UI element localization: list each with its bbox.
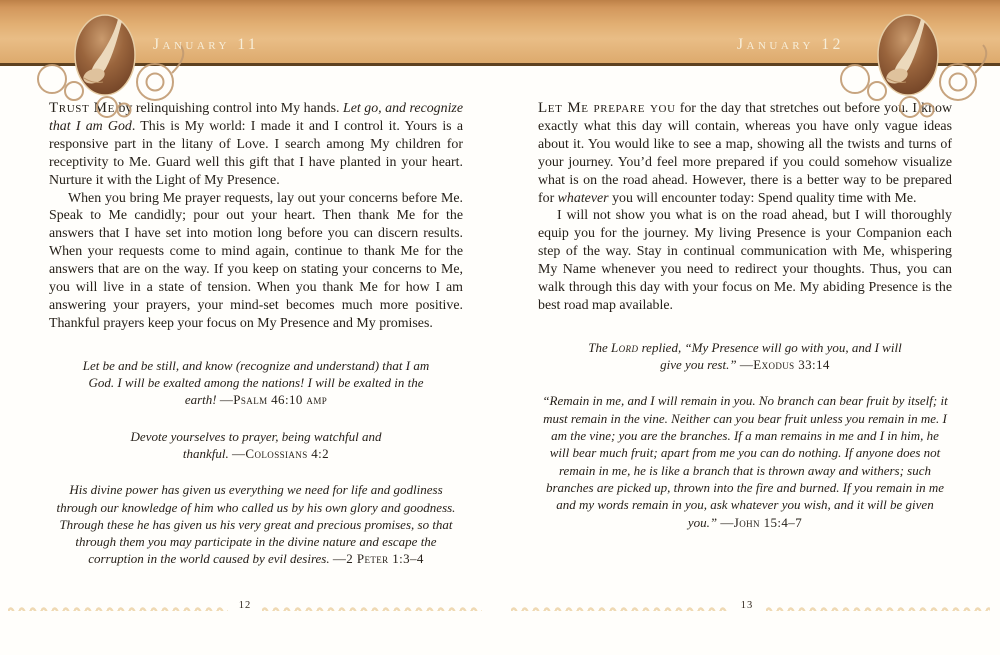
wave-divider	[511, 601, 728, 611]
hands-medallion-icon	[12, 5, 198, 123]
right-page	[538, 100, 952, 531]
date-title-right: January 12	[737, 36, 844, 53]
devotional-paragraph: Trust Me by relinquishing control into My hands. Let go, and recognize that I am God. This is My world: I made it and I control it. Yours is a responsive part in the litany of Love. I search among My children for receptivity to Me. Guard well this gift that I have planted in your heart. Nurture it with the Light of My Presence.	[49, 100, 464, 188]
page-number: 12	[238, 600, 252, 611]
devotional-paragraph: When you bring Me prayer requests, lay out your concerns before Me. Speak to Me candidly; pour out your heart. Then thank Me for the answers that I have set into motion long before you can discern results. When your requests come to mind again, continue to thank Me for the answers that are on the way. If you keep on stating your concerns to Me, you will live in a state of tension. When you thank Me for how I am answering your prayers, your mind-set becomes much more positive. Thankful prayers keep your focus on My Presence and My promises.	[49, 190, 463, 331]
scripture-quote: His divine power has given us everything we need for life and godliness through our knowledge of him who called us by his own glory and goodness. Through these he has given us his very great and precious promises, so that through them you may participate in the divine nature and escape the corruption in the world caused by evil desires. —2 Peter 1:3–4	[56, 482, 456, 567]
devotional-paragraph: Let Me prepare you for the day that stretches out before you. I know exactly what this day will contain, whereas you have only vague ideas about it. You would like to see a map, showing all the twists and turns of your journey. You’d feel more prepared if you could somehow visualize what is on the road ahead. However, there is a better way to be prepared for whatever you will encounter today: Spend quality time with Me.	[538, 100, 952, 206]
date-title-left: January 11	[153, 36, 260, 53]
scripture-quote: Let be and be still, and know (recognize and understand) that I am God. I will be exalted among the nations! I will be exalted in the earth! —Psalm 46:10 amp	[82, 357, 430, 408]
wave-divider	[262, 601, 482, 611]
scripture-quote: Devote yourselves to prayer, being watchful and thankful. —Colossians 4:2	[130, 428, 382, 461]
scripture-quote: “Remain in me, and I will remain in you. No branch can bear fruit by itself; it must remain in the vine. Neither can you bear fruit unless you remain in me. I am the vine; you are the branches. If a man remains in me and I in him, he will bear much fruit; apart from me you can do nothing. If anyone does not remain in me, he is like a branch that is thrown away and withers; such branches are picked up, thrown into the fire and burned. If you remain in me and my words remain in you, ask whatever you wish, and it will be given you.” —John 15:4–7	[542, 393, 948, 530]
page-number: 13	[740, 600, 754, 611]
devotional-paragraph: I will not show you what is on the road ahead, but I will thoroughly equip you for the journey. My living Presence is your Companion each step of the way. Stay in continual communication with Me, whispering My Name whenever you need to redirect your thoughts. Thus, you can walk through this day with your focus on Me. My abiding Presence is the best road map available.	[538, 208, 952, 313]
left-page	[49, 100, 463, 568]
wave-divider	[8, 601, 228, 611]
wave-divider	[766, 601, 990, 611]
scripture-quote: The Lord replied, “My Presence will go with you, and I will give you rest.” —Exodus 33:14	[588, 339, 902, 373]
hands-medallion-icon	[815, 5, 1000, 123]
